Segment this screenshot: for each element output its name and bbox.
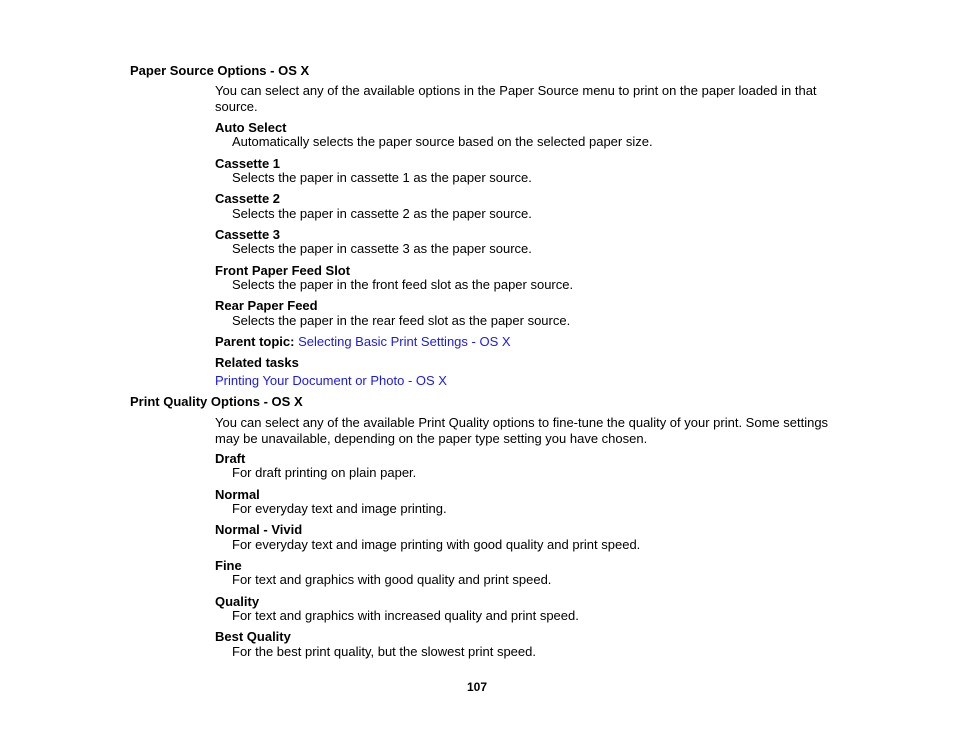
option-term-cassette-1: Cassette 1 <box>215 156 281 171</box>
related-task-link[interactable]: Printing Your Document or Photo - OS X <box>215 373 447 388</box>
parent-topic-label: Parent topic: <box>215 334 295 349</box>
option-desc-normal: For everyday text and image printing. <box>232 501 447 516</box>
related-tasks-label: Related tasks <box>215 355 299 370</box>
option-term-draft: Draft <box>215 451 246 466</box>
option-term-quality: Quality <box>215 594 260 609</box>
option-term-fine: Fine <box>215 558 242 573</box>
option-desc-cassette-3: Selects the paper in cassette 3 as the paper source. <box>232 241 532 256</box>
page-number: 107 <box>466 680 488 694</box>
option-term-best-quality: Best Quality <box>215 629 291 644</box>
option-desc-draft: For draft printing on plain paper. <box>232 465 417 480</box>
parent-topic-link[interactable]: Selecting Basic Print Settings - OS X <box>298 334 511 349</box>
option-desc-rear-paper-feed: Selects the paper in the rear feed slot as the paper source. <box>232 313 571 328</box>
option-desc-fine: For text and graphics with good quality and print speed. <box>232 572 552 587</box>
option-desc-best-quality: For the best print quality, but the slowest print speed. <box>232 644 536 659</box>
option-term-cassette-2: Cassette 2 <box>215 191 281 206</box>
option-desc-auto-select: Automatically selects the paper source based on the selected paper size. <box>232 134 653 149</box>
option-desc-front-paper-feed-slot: Selects the paper in the front feed slot as the paper source. <box>232 277 574 292</box>
option-term-front-paper-feed-slot: Front Paper Feed Slot <box>215 263 351 278</box>
print-quality-heading: Print Quality Options - OS X <box>130 394 303 409</box>
option-term-rear-paper-feed: Rear Paper Feed <box>215 298 318 313</box>
option-desc-cassette-2: Selects the paper in cassette 2 as the paper source. <box>232 206 532 221</box>
option-desc-normal-vivid: For everyday text and image printing with good quality and print speed. <box>232 537 641 552</box>
option-term-cassette-3: Cassette 3 <box>215 227 281 242</box>
parent-topic-row <box>215 334 511 349</box>
print-quality-intro: You can select any of the available Print Quality options to fine-tune the quality of your print. Some settings may be unavailable, depending on the paper type setting you have chosen. <box>215 415 829 446</box>
option-term-auto-select: Auto Select <box>215 120 287 135</box>
option-term-normal-vivid: Normal - Vivid <box>215 522 303 537</box>
option-term-normal: Normal <box>215 487 260 502</box>
paper-source-intro: You can select any of the available options in the Paper Source menu to print on the paper loaded in that source. <box>215 83 817 114</box>
option-desc-cassette-1: Selects the paper in cassette 1 as the paper source. <box>232 170 532 185</box>
option-desc-quality: For text and graphics with increased quality and print speed. <box>232 608 579 623</box>
paper-source-heading: Paper Source Options - OS X <box>130 63 310 78</box>
